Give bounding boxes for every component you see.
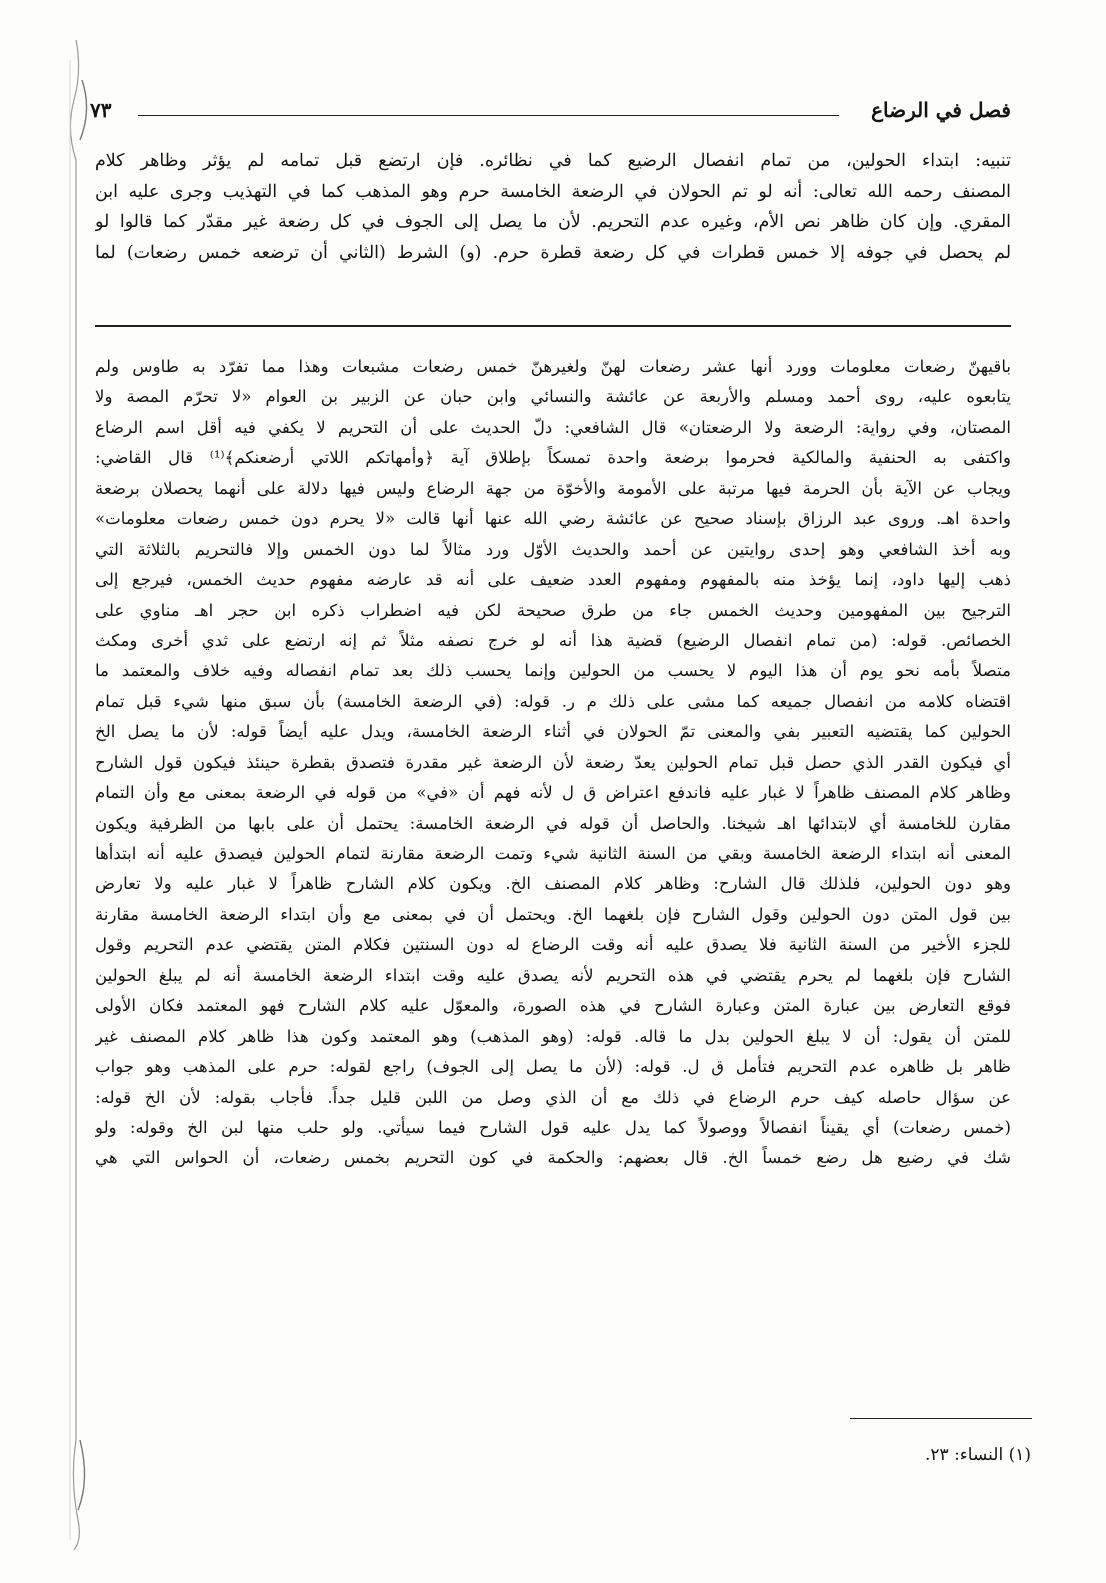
gloss-line: الترجيح بين المفهومين وحديث الخمس جاء من طرق صحيحة لكن فيه اضطراب ذكره ابن حجر اهـ مناوي على: [95, 600, 1011, 620]
gloss-line: وبه أخذ الشافعي وهو إحدى روايتين عن أحمد والحديث الأوّل ورد مثالاً لما دون الخمس وإلا فالتحريم بالثلاثة التي: [95, 539, 1011, 559]
gloss-line: وظاهر كلام المصنف ظاهراً لا غبار عليه فاندفع اعتراض ق ل لأنه فهم أن «في» من قوله في الرضعة بمعنى مع وأن التمام: [95, 783, 1011, 803]
gloss-line: وهو دون الحولين، فلذلك قال الشارح: وظاهر كلام المصنف الخ. ويكون كلام الشارح ظاهراً لا غبار عليه ولا تعارض: [95, 874, 1011, 894]
gloss-line: الشارح فإن بلغهما لم يحرم يقتضي في هذه التحريم لأنه يصدق عليه وقت ابتداء الرضعة الخامسة أنه لم يبلغ الحولين: [95, 965, 1011, 985]
gloss-line: الخصائص. قوله: (من تمام انفصال الرضيع) قضية هذا أنه لو خرج نصفه مثلاً ثم إنه ارتضع على ثدي أخرى ومكث: [95, 630, 1011, 650]
gloss-line: بين قول المتن دون الحولين وقول الشارح فإن بلغهما الخ. ويحتمل أن في بمعنى مع وأن ابتداء الرضعة الخامسة مقارنة: [95, 904, 1011, 924]
commentary-line: المصنف رحمه الله تعالى: أنه لو تم الحولان في الرضعة الخامسة حرم وهو المذهب كما في التهذيب وجرى عليه ابن: [95, 181, 1011, 202]
gloss-line: يتابعوه عليه، روى أحمد ومسلم والأربعة عن عائشة والنسائي وابن حبان عن الزبير بن العوام «لا تحرّم المصة ولا: [95, 387, 1011, 407]
commentary-line: لم يحصل في جوفه إلا خمس قطرات في كل رضعة قطرة حرم. (و) الشرط (الثاني أن ترضعه خمس رضعات) لما: [95, 242, 1011, 263]
footnote-rule: [850, 1418, 1032, 1419]
gloss-line: الحولين كما يقتضيه التعبير بفي والمعنى تمّ الحولان في أثناء الرضعة الخامسة، ويدل عليه أيضاً قوله: لأن ما يصل الخ: [95, 722, 1011, 742]
gloss-line: متصلاً بأمه نحو يوم أن هذا اليوم لا يحسب من الحولين وإنما يحسب ذلك بعد تمام انفصاله وفيه خلاف والمعتمد ما: [95, 661, 1011, 681]
gloss-line: للمتن أن يقول: أن لا يبلغ الحولين بدل ما قاله. قوله: (وهو المذهب) وهو المعتمد وكون هذا ظاهر كلام المصنف غير: [95, 1026, 1011, 1046]
page-number: ٧٣: [90, 98, 112, 122]
gloss-line: اقتضاه كلامه من انفصال جميعه كما مشى على ذلك م ر. قوله: (في الرضعة الخامسة) بأن سبق منها شيء قبل تمام: [95, 691, 1011, 711]
gloss-line: المصتان، وفي رواية: الرضعة ولا الرضعتان» قال الشافعي: دلّ الحديث على أن التحريم لا يكفي فيه أقل اسم الرضاع: [95, 417, 1011, 437]
gloss-line: ذهب إليها داود، إنما يؤخذ منه بالمفهوم ومفهوم العدد ضعيف على أنه قد عارضه مفهوم حديث الخمس، فيرجع إلى: [95, 570, 1011, 590]
gloss-line: المعنى أنه ابتداء الرضعة الخامسة وبقي من السنة الثانية شيء وتمت الرضعة مقارنة لتمام الحولين فيصدق عليه أنه ابتدأها: [95, 844, 1011, 863]
header-title: فصل في الرضاع: [871, 98, 1011, 122]
gloss-line: أي فيكون القدر الذي حصل قبل تمام الحولين يعدّ رضعة لأن الرضعة غير مقدرة فتصدق بقطرة حينئذ فيكون قول الشارح: [95, 752, 1011, 772]
gloss-line: واكتفى به الحنفية والمالكية فحرموا برضعة واحدة تمسكاً بإطلاق آية ﴿وأمهاتكم اللاتي أرضعنكم﴾⁽¹⁾ قال القاضي:: [95, 448, 1011, 468]
gloss-line: فوقع التعارض بين عبارة المتن وعبارة الشارح في هذه الصورة، والمعوّل عليه كلام الشارح فهو المعتمد فكان الأولى: [95, 996, 1011, 1016]
gloss-line: واحدة اهـ. وروى عبد الرزاق بإسناد صحيح عن عائشة رضي الله عنها أنها قالت «لا يحرم دون خمس رضعات معلومات»: [95, 509, 1011, 529]
section-divider: [95, 325, 1011, 327]
gloss-line: باقيهنّ رضعات معلومات وورد أنها عشر رضعات لهنّ ولغيرهنّ خمس رضعات مشبعات وهذا مما تفرّد به طاوس ولم: [95, 357, 1011, 376]
gloss-line: شك في رضيع هل رضع خمساً الخ. قال بعضهم: والحكمة في كون التحريم بخمس رضعات، أن الحواس التي هي: [95, 1148, 1011, 1168]
gloss-line: ظاهر بل ظاهره عدم التحريم فتأمل ق ل. قوله: (لأن ما يصل إلى الجوف) راجع لقوله: حرم على المذهب وهو جواب: [95, 1057, 1011, 1077]
gloss-line: عن سؤال حاصله كيف حرم الرضاع في ذلك مع أن الذي وصل من اللبن قليل جداً. فأجاب بقوله: لأن الخ قوله:: [95, 1087, 1011, 1107]
gloss-line: ويجاب عن الآية بأن الحرمة فيها مرتبة على الأمومة والأخوّة من جهة الرضاع وليس فيها دلالة على أنهما يحصلان برضعة: [95, 478, 1011, 498]
running-header: [90, 96, 1011, 130]
commentary-block: [95, 146, 1011, 268]
commentary-line: المقري. وإن كان ظاهر نص الأم، وغيره عدم التحريم. لأن ما يصل إلى الجوف في كل رضعة غير مقدّر كما قالوا لو: [95, 212, 1011, 233]
gloss-line: مقارن للخامسة أي لابتدائها اهـ شيخنا. والحاصل أن قوله في الرضعة الخامسة: يحتمل أن على بابها من الظرفية ويكون: [95, 813, 1011, 833]
header-rule: [138, 115, 839, 116]
commentary-line: تنبيه: ابتداء الحولين، من تمام انفصال الرضيع كما في نظائره. فإن ارتضع قبل تمامه لم يؤثر وظاهر كلام: [95, 151, 1011, 171]
gloss-block: [95, 352, 1011, 1174]
footnote: (١) النساء: ٢٣.: [925, 1445, 1031, 1465]
binding-edge-decoration: [52, 40, 92, 1550]
gloss-line: للجزء الأخير من السنة الثانية فلا يصدق عليه أنه وقت الرضاع له دون السنتين فكلام المتن يقتضي عدم التحريم وقول: [95, 935, 1011, 955]
gloss-line: (خمس رضعات) أي يقيناً انفصالاً ووصولاً كما يدل عليه قول الشارح فيما سيأتي. ولو حلب منها لبن الخ وقوله: ولو: [95, 1117, 1011, 1137]
